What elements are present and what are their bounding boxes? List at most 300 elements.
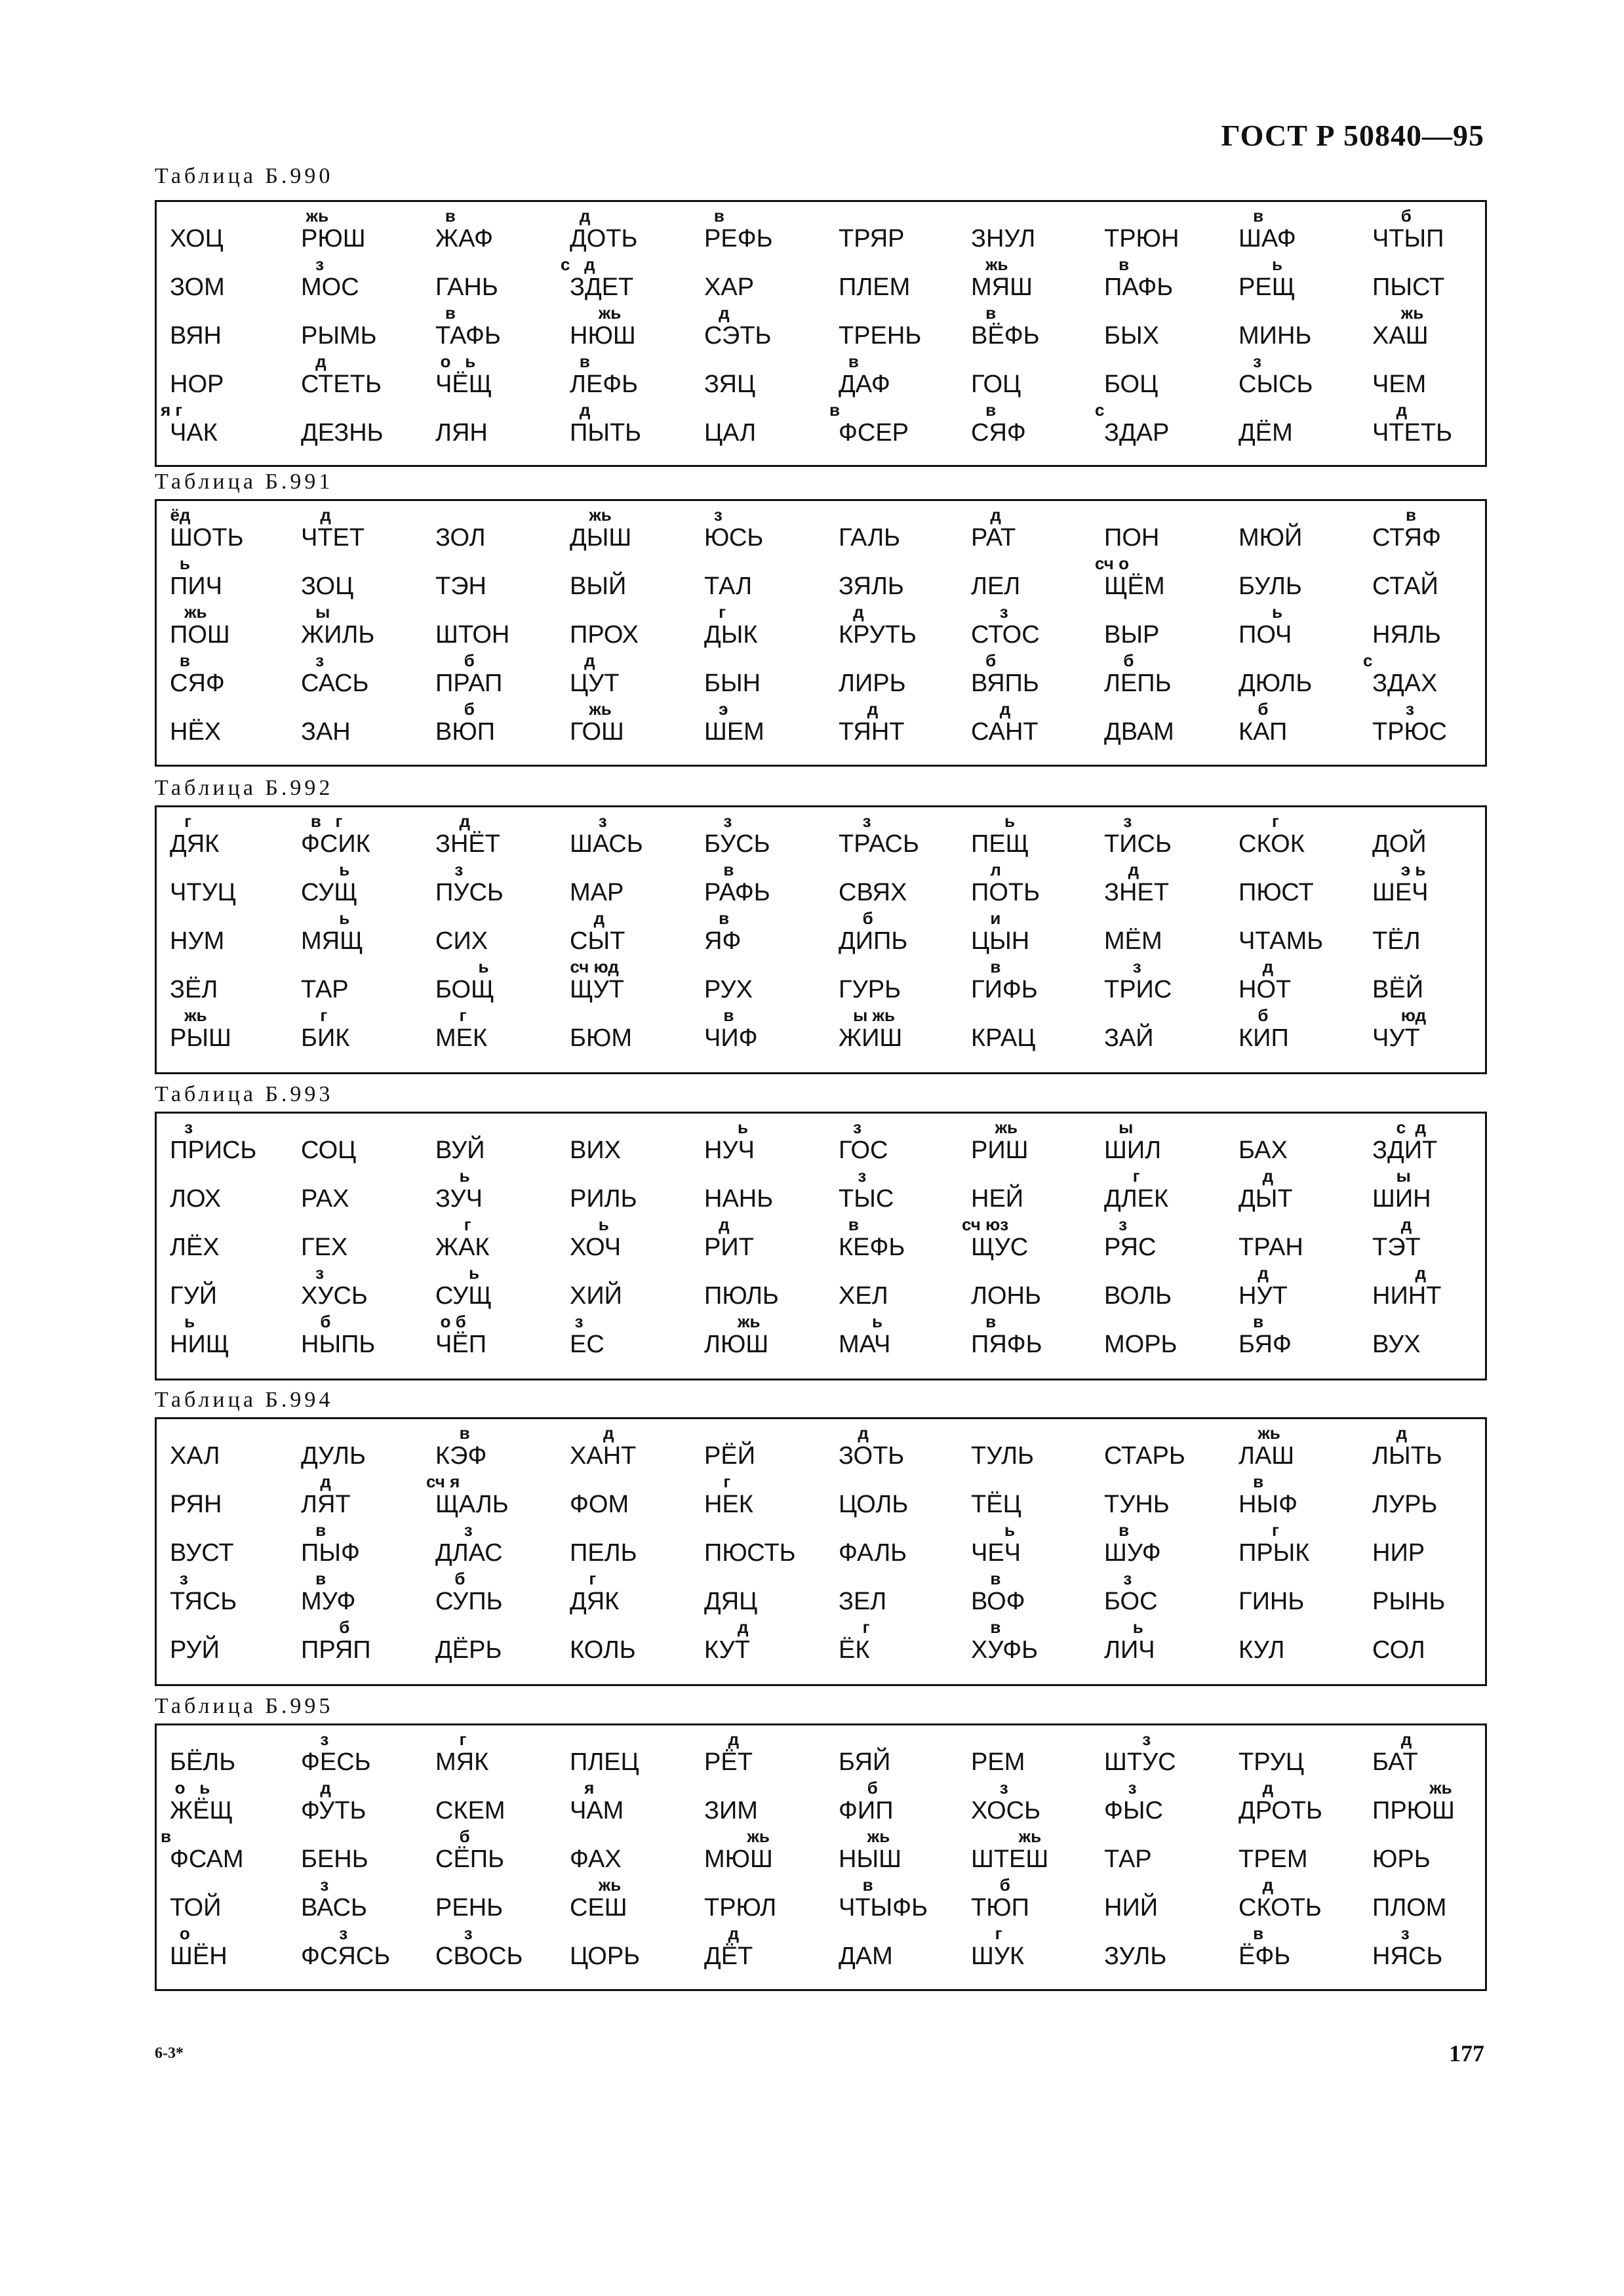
table-cell (561, 304, 692, 353)
table-cell (1229, 958, 1360, 1007)
word: СЭТЬ (704, 322, 772, 350)
phoneme-annotation: жь (695, 1826, 770, 1846)
table-cell (561, 1216, 692, 1264)
phoneme-annotation: жь (561, 1875, 622, 1895)
word: МЯК (435, 1748, 489, 1776)
phoneme-annotation: жь (561, 303, 622, 323)
word: МЯШ (971, 273, 1033, 301)
table-cell (1229, 256, 1360, 304)
table-cell (1363, 1313, 1494, 1361)
word: МИНЬ (1238, 322, 1312, 350)
table-cell (1229, 401, 1360, 450)
word: КОЛЬ (570, 1636, 636, 1664)
word: ФСЯСЬ (301, 1943, 391, 1970)
word: ВОЛЬ (1104, 1282, 1172, 1310)
word: РЯС (1104, 1234, 1157, 1261)
word: ФОМ (570, 1491, 629, 1518)
table-cell (1363, 207, 1494, 256)
table-cell (695, 1216, 826, 1264)
word: БУЛЬ (1238, 573, 1302, 600)
table-cell (962, 1119, 1093, 1167)
table-cell (561, 1521, 692, 1570)
word: НАНЬ (704, 1185, 774, 1213)
table-cell (1363, 304, 1494, 353)
phoneme-annotation: в (1229, 206, 1264, 226)
phoneme-annotation: г (1229, 1520, 1279, 1540)
phoneme-annotation: г (695, 602, 726, 622)
word: ГАЛЬ (839, 524, 901, 552)
phoneme-annotation: з (161, 1118, 193, 1137)
word: РЕЩ (1238, 273, 1296, 301)
table-row (157, 1313, 1485, 1361)
table-cell (426, 207, 557, 256)
table-cell (161, 700, 292, 749)
phoneme-annotation: г (1229, 811, 1279, 831)
phoneme-annotation: б (962, 651, 997, 670)
word: ДЁМ (1238, 419, 1293, 447)
phoneme-annotation: з (292, 254, 325, 274)
table-cell (561, 861, 692, 910)
phoneme-annotation: д (695, 1729, 740, 1749)
table-cell (426, 1925, 557, 1973)
phoneme-annotation: д (1363, 400, 1408, 420)
table-cell (1095, 910, 1226, 958)
table-cell (962, 652, 1093, 700)
word: СУПЬ (435, 1588, 503, 1615)
word-table (155, 805, 1487, 1074)
table-cell (962, 207, 1093, 256)
word: ФАХ (570, 1845, 622, 1873)
word: ТЯСЬ (170, 1588, 237, 1615)
word: ЗНЕТ (1104, 879, 1169, 906)
word: РАТ (971, 524, 1016, 552)
word: ЛИЧ (1104, 1636, 1155, 1664)
table-cell (1363, 353, 1494, 401)
phoneme-annotation: г (561, 1569, 597, 1588)
word: СОЛ (1372, 1636, 1425, 1664)
table-cell (1363, 603, 1494, 652)
table-cell (1095, 1167, 1226, 1216)
table-row (157, 207, 1485, 256)
word: БОЦ (1104, 371, 1159, 398)
phoneme-annotation: ь (292, 860, 350, 879)
table-cell (161, 555, 292, 603)
word: ТРЕМ (1238, 1845, 1308, 1873)
table-cell (962, 256, 1093, 304)
phoneme-annotation: б (292, 1617, 350, 1637)
phoneme-annotation: б (829, 908, 873, 928)
table-cell (561, 1007, 692, 1055)
table-cell (1229, 353, 1360, 401)
table-cell (829, 1925, 961, 1973)
word: ЗДАХ (1372, 670, 1438, 697)
word: ПЕЛЬ (570, 1539, 637, 1567)
table-cell (829, 1216, 961, 1264)
word: ТРЕНЬ (839, 322, 922, 350)
word: БОЩ (435, 976, 494, 1003)
table-cell (1229, 555, 1360, 603)
word: ШТОН (435, 621, 510, 649)
table-cell (1363, 700, 1494, 749)
table-cell (962, 353, 1093, 401)
table-cell (1095, 207, 1226, 256)
table-cell (1229, 861, 1360, 910)
table-caption: Таблица Б.991 (155, 470, 334, 494)
word: СТЕТЬ (301, 371, 382, 398)
table-cell (962, 1167, 1093, 1216)
phoneme-annotation: з (1095, 1569, 1132, 1588)
table-cell (161, 1779, 292, 1828)
word: ЗОТЬ (839, 1442, 905, 1470)
phoneme-annotation: б (426, 1569, 465, 1588)
table-cell (695, 1876, 826, 1925)
word-table (155, 200, 1487, 467)
word: КАП (1238, 718, 1288, 746)
table-row (157, 1731, 1485, 1779)
table-cell (561, 700, 692, 749)
phoneme-annotation: ы жь (829, 1005, 895, 1025)
phoneme-annotation: жь (1229, 1423, 1280, 1443)
table-cell (426, 1216, 557, 1264)
word: ПЫТЬ (570, 419, 642, 447)
phoneme-annotation: ь (829, 1312, 882, 1331)
table-cell (161, 1619, 292, 1667)
phoneme-annotation: з (1095, 957, 1141, 977)
table-cell (829, 700, 961, 749)
word: БЯФ (1238, 1331, 1292, 1358)
phoneme-annotation: в (829, 1215, 859, 1234)
table-cell (829, 1264, 961, 1313)
table-cell (695, 1473, 826, 1521)
word: ЗОЦ (301, 573, 354, 600)
word: ГУЙ (170, 1282, 218, 1310)
table-cell (161, 1119, 292, 1167)
phoneme-annotation: в (962, 957, 1001, 977)
word: РЁЙ (704, 1442, 756, 1470)
phoneme-annotation: с д (561, 254, 595, 274)
table-cell (962, 1925, 1093, 1973)
table-cell (1229, 1119, 1360, 1167)
word: ЗДАР (1104, 419, 1170, 447)
table-cell (426, 1313, 557, 1361)
word: СТЯФ (1372, 524, 1441, 552)
table-cell (1095, 1828, 1226, 1876)
word: ЛОНЬ (971, 1282, 1041, 1310)
table-cell (426, 861, 557, 910)
table-cell (829, 256, 961, 304)
table-cell (962, 1313, 1093, 1361)
table-cell (561, 1473, 692, 1521)
word: ЖИШ (839, 1024, 903, 1052)
word: ФЫС (1104, 1797, 1163, 1824)
table-cell (695, 1779, 826, 1828)
phoneme-annotation: жь (962, 254, 1008, 274)
table-cell (561, 1570, 692, 1619)
word: ДЯЦ (704, 1588, 758, 1615)
table-cell (1229, 1876, 1360, 1925)
table-cell (962, 1424, 1093, 1473)
phoneme-annotation: ь (962, 1520, 1015, 1540)
table-cell (292, 1925, 423, 1973)
table-cell (829, 1570, 961, 1619)
table-cell (695, 1925, 826, 1973)
table-cell (1095, 256, 1226, 304)
phoneme-annotation: з (829, 1166, 867, 1186)
table-cell (1095, 1473, 1226, 1521)
table-cell (962, 1264, 1093, 1313)
table-cell (1363, 1424, 1494, 1473)
table-row (157, 1570, 1485, 1619)
table-cell (829, 910, 961, 958)
table-cell (561, 207, 692, 256)
word: ПЯФЬ (971, 1331, 1042, 1358)
word: НУМ (170, 927, 225, 955)
phoneme-annotation: ы (1095, 1118, 1134, 1137)
table-row (157, 652, 1485, 700)
table-cell (1363, 1876, 1494, 1925)
table-cell (426, 1779, 557, 1828)
table-cell (426, 1570, 557, 1619)
phoneme-annotation: ь (962, 811, 1015, 831)
word: ЦУТ (570, 670, 620, 697)
table-cell (962, 1731, 1093, 1779)
table-row (157, 910, 1485, 958)
word: ДОТЬ (570, 225, 638, 252)
phoneme-annotation: д (695, 1617, 749, 1637)
table-cell (829, 304, 961, 353)
word: НЯСЬ (1372, 1943, 1443, 1970)
word: МЯЩ (301, 927, 363, 955)
table-cell (292, 700, 423, 749)
table-cell (962, 603, 1093, 652)
table-cell (292, 603, 423, 652)
word: ДЫК (704, 621, 758, 649)
table-cell (962, 958, 1093, 1007)
phoneme-annotation: з (161, 1569, 188, 1588)
word: ПРЯП (301, 1636, 371, 1664)
word: ТУЛЬ (971, 1442, 1034, 1470)
table-cell (1229, 1619, 1360, 1667)
table-cell (426, 1828, 557, 1876)
word: ЧТЫФЬ (839, 1894, 928, 1922)
word: ЩУС (971, 1234, 1029, 1261)
table-cell (292, 1313, 423, 1361)
word: БУСЬ (704, 830, 770, 858)
word-table (155, 1112, 1487, 1380)
word: САСЬ (301, 670, 369, 697)
phoneme-annotation: жь (561, 505, 612, 525)
table-cell (1095, 401, 1226, 450)
word: ДЮЛЬ (1238, 670, 1313, 697)
table-cell (829, 555, 961, 603)
word: ДРОТЬ (1238, 1797, 1322, 1824)
table-cell (161, 1424, 292, 1473)
table-cell (962, 1876, 1093, 1925)
table-cell (1095, 1779, 1226, 1828)
phoneme-annotation: в г (292, 811, 343, 831)
table-cell (161, 1473, 292, 1521)
word: ПЛОМ (1372, 1894, 1447, 1922)
table-row (157, 1264, 1485, 1313)
word: ЖИЛЬ (301, 621, 375, 649)
table-cell (1229, 506, 1360, 555)
table-row (157, 1828, 1485, 1876)
phoneme-annotation: с (1095, 400, 1105, 420)
phoneme-annotation: ь (426, 957, 489, 977)
word: НЫПЬ (301, 1331, 376, 1358)
table-cell (161, 353, 292, 401)
phoneme-annotation: в (1229, 1472, 1264, 1491)
word: ЗЯЛЬ (839, 573, 904, 600)
word: ЕС (570, 1331, 604, 1358)
word: НЕЙ (971, 1185, 1024, 1213)
table-cell (829, 813, 961, 861)
table-cell (426, 555, 557, 603)
table-cell (426, 1731, 557, 1779)
word: ЦАЛ (704, 419, 757, 447)
word: ТРАСЬ (839, 830, 919, 858)
word: ВЮП (435, 718, 496, 746)
phoneme-annotation: д (561, 1423, 614, 1443)
word: ВЁФЬ (971, 322, 1040, 350)
phoneme-annotation: ь (292, 908, 350, 928)
phoneme-annotation: в (1229, 1923, 1264, 1943)
table-cell (829, 652, 961, 700)
phoneme-annotation: сч я (426, 1472, 460, 1491)
word: ЧТУЦ (170, 879, 236, 906)
phoneme-annotation: э ь (1363, 860, 1426, 879)
table-row (157, 861, 1485, 910)
word: ПЮСТ (1238, 879, 1314, 906)
phoneme-annotation: в (161, 651, 190, 670)
word: ЧТЕТЬ (1372, 419, 1453, 447)
phoneme-annotation: в (1363, 505, 1416, 525)
word: ЛЮШ (704, 1331, 769, 1358)
phoneme-annotation: з (426, 860, 464, 879)
table-cell (292, 910, 423, 958)
word: ЛАШ (1238, 1442, 1295, 1470)
table-cell (1095, 1119, 1226, 1167)
table-row (157, 1925, 1485, 1973)
table-cell (1363, 652, 1494, 700)
table-cell (561, 1925, 692, 1973)
word-table (155, 1417, 1487, 1686)
word: ТРИС (1104, 976, 1172, 1003)
table-cell (561, 958, 692, 1007)
phoneme-annotation: б (1229, 1005, 1269, 1025)
phoneme-annotation: д (1229, 1778, 1274, 1798)
word: БАХ (1238, 1137, 1288, 1164)
table-cell (829, 603, 961, 652)
table-cell (1363, 861, 1494, 910)
table-cell (161, 256, 292, 304)
table-cell (829, 506, 961, 555)
table-cell (161, 958, 292, 1007)
word: РЕФЬ (704, 225, 773, 252)
word: ЮРЬ (1372, 1845, 1431, 1873)
phoneme-annotation: б (426, 1826, 470, 1846)
phoneme-annotation: д (962, 505, 1001, 525)
table-cell (1229, 304, 1360, 353)
phoneme-annotation: в (1095, 254, 1130, 274)
phoneme-annotation: в (695, 860, 734, 879)
phoneme-annotation: д (695, 1215, 730, 1234)
word: ЧЁП (435, 1331, 487, 1358)
phoneme-annotation: б (1095, 651, 1134, 670)
table-cell (829, 1828, 961, 1876)
word: ВАСЬ (301, 1894, 367, 1922)
table-cell (695, 1007, 826, 1055)
table-cell (829, 861, 961, 910)
word: ДЁТ (704, 1943, 753, 1970)
table-cell (1229, 1521, 1360, 1570)
word: БИК (301, 1024, 350, 1052)
phoneme-annotation: з (829, 1118, 862, 1137)
word: ТРЮН (1104, 225, 1179, 252)
phoneme-annotation: о ь (426, 352, 476, 371)
word: ГАНЬ (435, 273, 498, 301)
word: РЮШ (301, 225, 366, 252)
word: СЫТ (570, 927, 625, 955)
table-cell (695, 1570, 826, 1619)
word: ГУРЬ (839, 976, 901, 1003)
word: ЛЯН (435, 419, 488, 447)
table-cell (1095, 1521, 1226, 1570)
word: РИТ (704, 1234, 754, 1261)
word: СТОС (971, 621, 1040, 649)
table-cell (1095, 958, 1226, 1007)
word: ЛЯТ (301, 1491, 351, 1518)
word: ШЁН (170, 1943, 228, 1970)
table-cell (1095, 1264, 1226, 1313)
table-cell (829, 401, 961, 450)
table-cell (292, 1731, 423, 1779)
phoneme-annotation: жь (1363, 303, 1424, 323)
word: ЦОЛЬ (839, 1491, 909, 1518)
phoneme-annotation: ь (561, 1215, 609, 1234)
word: ВЯПЬ (971, 670, 1039, 697)
table-cell (695, 1167, 826, 1216)
word: МЮЙ (1238, 524, 1303, 552)
table-cell (695, 1619, 826, 1667)
table-cell (292, 304, 423, 353)
table-cell (161, 1570, 292, 1619)
table-cell (695, 1264, 826, 1313)
phoneme-annotation: б (1363, 206, 1412, 226)
phoneme-annotation: д (1229, 1166, 1274, 1186)
phoneme-annotation: жь (1363, 1778, 1452, 1798)
phoneme-annotation: д (292, 352, 327, 371)
word: ПОТЬ (971, 879, 1040, 906)
word: ВУЙ (435, 1137, 485, 1164)
table-cell (161, 401, 292, 450)
table-cell (1095, 506, 1226, 555)
word: БЯЙ (839, 1748, 891, 1776)
table-cell (1229, 1007, 1360, 1055)
phoneme-annotation: в (962, 1312, 997, 1331)
table-cell (1095, 1570, 1226, 1619)
table-cell (561, 256, 692, 304)
table-cell (1095, 813, 1226, 861)
word: НИЙ (1104, 1894, 1159, 1922)
table-cell (1363, 958, 1494, 1007)
phoneme-annotation: жь (161, 1005, 207, 1025)
word: СТАРЬ (1104, 1442, 1185, 1470)
table-row (157, 1619, 1485, 1667)
word: ЗИМ (704, 1797, 758, 1824)
table-cell (962, 1828, 1093, 1876)
phoneme-annotation: ь (1095, 1617, 1143, 1637)
